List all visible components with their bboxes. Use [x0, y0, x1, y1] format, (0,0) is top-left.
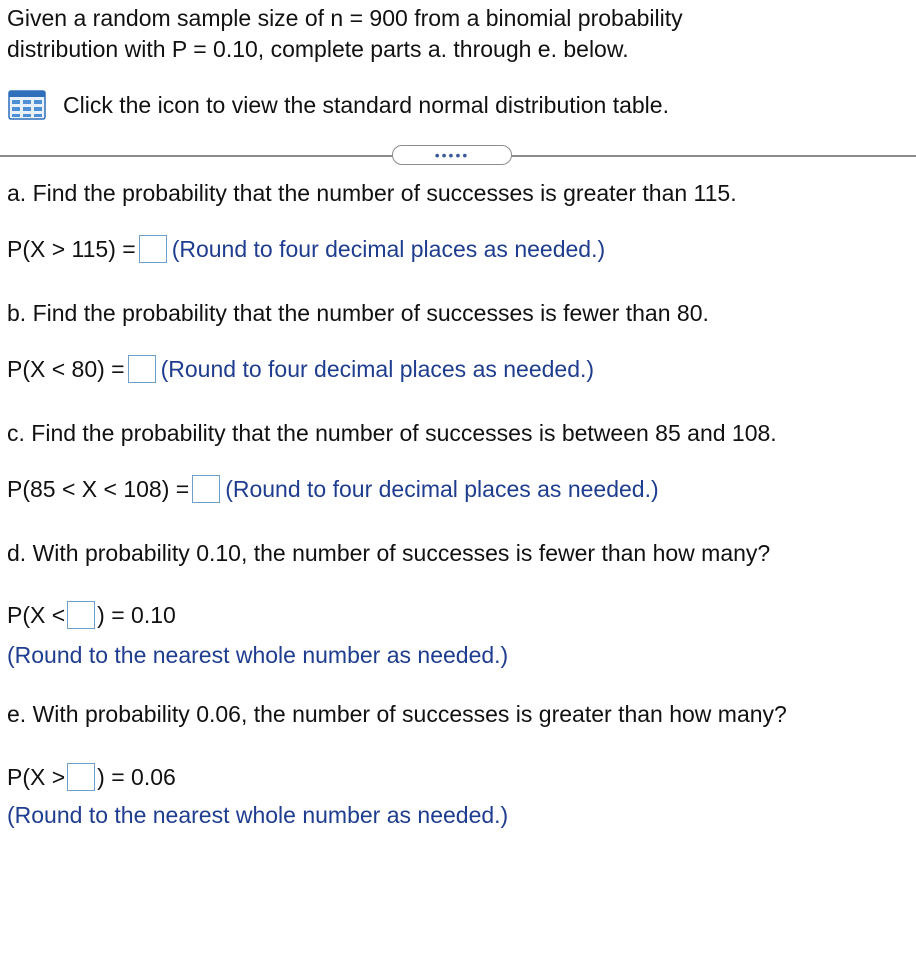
part-d-expression-left: P(X < — [7, 602, 66, 628]
part-c-question: c. Find the probability that the number of successes is between 85 and 108. — [7, 420, 777, 446]
part-a-expression: P(X > 115) = — [7, 236, 136, 262]
part-c-answer-input[interactable] — [192, 475, 220, 503]
problem-intro-line-2: distribution with P = 0.10, complete parts a. through e. below. — [7, 36, 629, 62]
normal-table-link[interactable] — [8, 90, 669, 120]
part-d-question: d. With probability 0.10, the number of successes is fewer than how many? — [7, 540, 771, 566]
part-e-expression-left: P(X > — [7, 764, 66, 790]
part-c-expression: P(85 < X < 108) = — [7, 476, 190, 502]
expand-more-button[interactable] — [392, 145, 512, 165]
part-e-rounding-hint: (Round to the nearest whole number as needed.) — [7, 802, 509, 828]
part-a-question: a. Find the probability that the number of successes is greater than 115. — [7, 180, 737, 206]
part-e-answer-input[interactable] — [67, 763, 95, 791]
part-d-expression-right: ) = 0.10 — [97, 602, 176, 628]
problem-intro-line-1: Given a random sample size of n = 900 from a binomial probability — [7, 5, 683, 31]
part-b-answer-input[interactable] — [128, 355, 156, 383]
part-b-expression: P(X < 80) = — [7, 356, 125, 382]
table-grid-icon[interactable] — [8, 90, 46, 120]
part-a-answer-input[interactable] — [139, 235, 167, 263]
part-c-answer-row — [7, 474, 659, 505]
part-b-rounding-hint: (Round to four decimal places as needed.) — [160, 356, 595, 382]
part-d-rounding-hint: (Round to the nearest whole number as needed.) — [7, 642, 509, 668]
part-e-expression-right: ) = 0.06 — [97, 764, 176, 790]
part-e-question: e. With probability 0.06, the number of successes is greater than how many? — [7, 701, 787, 727]
part-c-rounding-hint: (Round to four decimal places as needed.) — [225, 476, 659, 502]
part-e-answer-row — [7, 762, 176, 793]
normal-table-link-label[interactable]: Click the icon to view the standard normal distribution table. — [63, 91, 669, 118]
part-b-question: b. Find the probability that the number of successes is fewer than 80. — [7, 300, 709, 326]
part-a-rounding-hint: (Round to four decimal places as needed.) — [171, 236, 606, 262]
part-a-answer-row — [7, 234, 605, 265]
part-b-answer-row — [7, 354, 594, 385]
part-d-answer-row — [7, 600, 176, 631]
part-d-answer-input[interactable] — [67, 601, 95, 629]
more-dots-icon: ••••• — [434, 147, 470, 163]
